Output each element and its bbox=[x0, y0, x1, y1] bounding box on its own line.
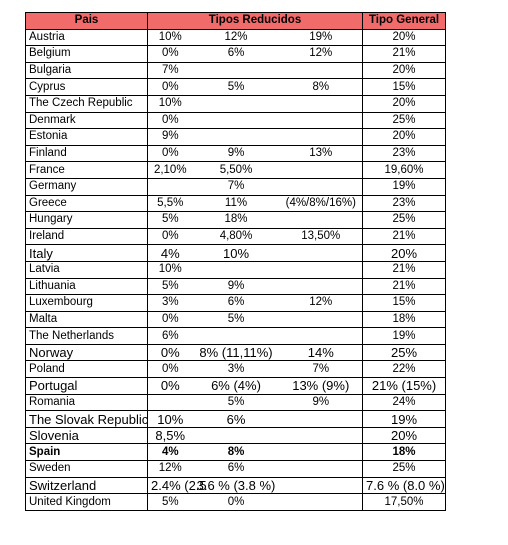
reduced-rate-1-cell: 0% bbox=[148, 311, 193, 328]
general-rate-cell: 18% bbox=[363, 444, 446, 461]
general-rate-cell: 25% bbox=[363, 344, 446, 361]
country-cell: Cyprus bbox=[26, 79, 148, 96]
table-row bbox=[26, 477, 446, 494]
general-rate-cell: 21% bbox=[363, 261, 446, 278]
reduced-rate-2-cell bbox=[193, 261, 280, 278]
reduced-rate-1-cell: 9% bbox=[148, 129, 193, 146]
reduced-rate-3-cell bbox=[280, 328, 363, 345]
reduced-rate-1-cell: 0% bbox=[148, 361, 193, 378]
reduced-rate-2-cell: 5,50% bbox=[193, 162, 280, 179]
reduced-rate-1-cell: 10% bbox=[148, 29, 193, 46]
reduced-rate-3-cell bbox=[280, 261, 363, 278]
reduced-rate-3-cell: 12% bbox=[280, 295, 363, 312]
reduced-rate-3-cell bbox=[280, 162, 363, 179]
reduced-rate-1-cell: 5% bbox=[148, 212, 193, 229]
table-row bbox=[26, 344, 446, 361]
general-rate-cell: 20% bbox=[363, 427, 446, 444]
table-row bbox=[26, 461, 446, 478]
reduced-rate-2-cell: 4,80% bbox=[193, 228, 280, 245]
country-cell: Switzerland bbox=[26, 477, 148, 494]
table-row bbox=[26, 494, 446, 511]
header-tipos-reducidos: Tipos Reducidos bbox=[148, 13, 363, 30]
general-rate-cell: 19,60% bbox=[363, 162, 446, 179]
country-cell: Belgium bbox=[26, 46, 148, 63]
general-rate-cell: 21% bbox=[363, 278, 446, 295]
country-cell: France bbox=[26, 162, 148, 179]
reduced-rate-2-cell: 10% bbox=[193, 245, 280, 262]
general-rate-cell: 19% bbox=[363, 328, 446, 345]
reduced-rate-3-cell: (4%/8%/16%) bbox=[280, 195, 363, 212]
header-pais: Pais bbox=[26, 13, 148, 30]
table-row bbox=[26, 46, 446, 63]
table-row bbox=[26, 145, 446, 162]
table-row bbox=[26, 112, 446, 129]
reduced-rate-2-cell: 6% bbox=[193, 295, 280, 312]
general-rate-cell: 25% bbox=[363, 212, 446, 229]
reduced-rate-3-cell bbox=[280, 411, 363, 428]
reduced-rate-2-cell: 3% bbox=[193, 361, 280, 378]
reduced-rate-3-cell: 14% bbox=[280, 344, 363, 361]
reduced-rate-1-cell: 0% bbox=[148, 79, 193, 96]
reduced-rate-3-cell bbox=[280, 112, 363, 129]
table-row bbox=[26, 378, 446, 395]
reduced-rate-2-cell: 8% (11,11%) bbox=[193, 344, 280, 361]
table-row bbox=[26, 411, 446, 428]
table-body bbox=[26, 29, 446, 510]
reduced-rate-3-cell: 19% bbox=[280, 29, 363, 46]
reduced-rate-1-cell: 0% bbox=[148, 344, 193, 361]
reduced-rate-2-cell: 6% bbox=[193, 461, 280, 478]
country-cell: Bulgaria bbox=[26, 62, 148, 79]
reduced-rate-1-cell: 2,10% bbox=[148, 162, 193, 179]
reduced-rate-3-cell: 9% bbox=[280, 394, 363, 411]
reduced-rate-1-cell: 12% bbox=[148, 461, 193, 478]
reduced-rate-2-cell: 5% bbox=[193, 311, 280, 328]
reduced-rate-2-cell bbox=[193, 95, 280, 112]
table-row bbox=[26, 278, 446, 295]
country-cell: The Netherlands bbox=[26, 328, 148, 345]
reduced-rate-2-cell: 5% bbox=[193, 394, 280, 411]
reduced-rate-1-cell bbox=[148, 178, 193, 195]
table-row bbox=[26, 62, 446, 79]
table-row bbox=[26, 261, 446, 278]
general-rate-cell: 20% bbox=[363, 245, 446, 262]
reduced-rate-3-cell bbox=[280, 245, 363, 262]
reduced-rate-2-cell: 18% bbox=[193, 212, 280, 229]
reduced-rate-2-cell: 9% bbox=[193, 278, 280, 295]
general-rate-cell: 20% bbox=[363, 95, 446, 112]
general-rate-cell: 21% bbox=[363, 46, 446, 63]
reduced-rate-2-cell: 5% bbox=[193, 79, 280, 96]
country-cell: Romania bbox=[26, 394, 148, 411]
reduced-rate-2-cell: 7% bbox=[193, 178, 280, 195]
country-cell: United Kingdom bbox=[26, 494, 148, 511]
reduced-rate-2-cell: 8% bbox=[193, 444, 280, 461]
table-row bbox=[26, 129, 446, 146]
reduced-rate-1-cell: 0% bbox=[148, 228, 193, 245]
table-row bbox=[26, 79, 446, 96]
reduced-rate-2-cell bbox=[193, 328, 280, 345]
table-row bbox=[26, 195, 446, 212]
reduced-rate-2-cell bbox=[193, 62, 280, 79]
header-tipo-general: Tipo General bbox=[363, 13, 446, 30]
country-cell: Poland bbox=[26, 361, 148, 378]
country-cell: Malta bbox=[26, 311, 148, 328]
table-row bbox=[26, 178, 446, 195]
reduced-rate-3-cell: 13% (9%) bbox=[280, 378, 363, 395]
reduced-rate-3-cell: 8% bbox=[280, 79, 363, 96]
table-row bbox=[26, 95, 446, 112]
reduced-rate-2-cell: 11% bbox=[193, 195, 280, 212]
general-rate-cell: 19% bbox=[363, 178, 446, 195]
country-cell: Lithuania bbox=[26, 278, 148, 295]
table-row bbox=[26, 311, 446, 328]
country-cell: Spain bbox=[26, 444, 148, 461]
country-cell: The Slovak Republic bbox=[26, 411, 148, 428]
country-cell: Hungary bbox=[26, 212, 148, 229]
reduced-rate-1-cell: 0% bbox=[148, 378, 193, 395]
reduced-rate-3-cell bbox=[280, 129, 363, 146]
general-rate-cell: 21% (15%) bbox=[363, 378, 446, 395]
table-row bbox=[26, 328, 446, 345]
country-cell: Finland bbox=[26, 145, 148, 162]
reduced-rate-3-cell bbox=[280, 311, 363, 328]
reduced-rate-1-cell: 5% bbox=[148, 278, 193, 295]
reduced-rate-3-cell bbox=[280, 444, 363, 461]
reduced-rate-2-cell bbox=[193, 427, 280, 444]
general-rate-cell: 22% bbox=[363, 361, 446, 378]
table-row bbox=[26, 245, 446, 262]
reduced-rate-2-cell: 6% bbox=[193, 46, 280, 63]
header-row bbox=[26, 13, 446, 30]
country-cell: Norway bbox=[26, 344, 148, 361]
reduced-rate-2-cell: 6% bbox=[193, 411, 280, 428]
reduced-rate-3-cell bbox=[280, 178, 363, 195]
general-rate-cell: 19% bbox=[363, 411, 446, 428]
reduced-rate-3-cell bbox=[280, 212, 363, 229]
reduced-rate-1-cell bbox=[148, 394, 193, 411]
reduced-rate-1-cell: 2.4% (2.5 bbox=[148, 477, 193, 494]
general-rate-cell: 20% bbox=[363, 29, 446, 46]
table-row bbox=[26, 394, 446, 411]
country-cell: Italy bbox=[26, 245, 148, 262]
general-rate-cell: 24% bbox=[363, 394, 446, 411]
reduced-rate-3-cell: 12% bbox=[280, 46, 363, 63]
reduced-rate-2-cell: 0% bbox=[193, 494, 280, 511]
reduced-rate-3-cell bbox=[280, 494, 363, 511]
reduced-rate-2-cell bbox=[193, 129, 280, 146]
general-rate-cell: 15% bbox=[363, 295, 446, 312]
general-rate-cell: 7.6 % (8.0 %) bbox=[363, 477, 446, 494]
country-cell: Luxembourg bbox=[26, 295, 148, 312]
table-row bbox=[26, 162, 446, 179]
reduced-rate-2-cell: 3.6 % (3.8 %) bbox=[193, 477, 280, 494]
reduced-rate-3-cell bbox=[280, 461, 363, 478]
reduced-rate-3-cell bbox=[280, 477, 363, 494]
country-cell: Latvia bbox=[26, 261, 148, 278]
general-rate-cell: 25% bbox=[363, 112, 446, 129]
reduced-rate-1-cell: 10% bbox=[148, 261, 193, 278]
country-cell: Denmark bbox=[26, 112, 148, 129]
reduced-rate-1-cell: 10% bbox=[148, 411, 193, 428]
vat-rates-table bbox=[25, 12, 446, 511]
general-rate-cell: 17,50% bbox=[363, 494, 446, 511]
general-rate-cell: 20% bbox=[363, 129, 446, 146]
country-cell: Austria bbox=[26, 29, 148, 46]
country-cell: Sweden bbox=[26, 461, 148, 478]
country-cell: Germany bbox=[26, 178, 148, 195]
table-row bbox=[26, 228, 446, 245]
table-row bbox=[26, 29, 446, 46]
table-row bbox=[26, 295, 446, 312]
general-rate-cell: 23% bbox=[363, 195, 446, 212]
reduced-rate-3-cell: 13% bbox=[280, 145, 363, 162]
reduced-rate-3-cell bbox=[280, 62, 363, 79]
country-cell: Portugal bbox=[26, 378, 148, 395]
general-rate-cell: 25% bbox=[363, 461, 446, 478]
general-rate-cell: 20% bbox=[363, 62, 446, 79]
general-rate-cell: 18% bbox=[363, 311, 446, 328]
reduced-rate-2-cell: 9% bbox=[193, 145, 280, 162]
table-row bbox=[26, 444, 446, 461]
reduced-rate-3-cell bbox=[280, 427, 363, 444]
table-row bbox=[26, 212, 446, 229]
general-rate-cell: 15% bbox=[363, 79, 446, 96]
reduced-rate-2-cell bbox=[193, 112, 280, 129]
reduced-rate-1-cell: 6% bbox=[148, 328, 193, 345]
reduced-rate-2-cell: 6% (4%) bbox=[193, 378, 280, 395]
country-cell: Slovenia bbox=[26, 427, 148, 444]
reduced-rate-1-cell: 0% bbox=[148, 112, 193, 129]
reduced-rate-3-cell bbox=[280, 278, 363, 295]
general-rate-cell: 21% bbox=[363, 228, 446, 245]
reduced-rate-3-cell bbox=[280, 95, 363, 112]
reduced-rate-1-cell: 4% bbox=[148, 245, 193, 262]
reduced-rate-1-cell: 7% bbox=[148, 62, 193, 79]
reduced-rate-1-cell: 5% bbox=[148, 494, 193, 511]
reduced-rate-1-cell: 0% bbox=[148, 46, 193, 63]
country-cell: Greece bbox=[26, 195, 148, 212]
table-row bbox=[26, 361, 446, 378]
general-rate-cell: 23% bbox=[363, 145, 446, 162]
reduced-rate-1-cell: 3% bbox=[148, 295, 193, 312]
reduced-rate-3-cell: 7% bbox=[280, 361, 363, 378]
reduced-rate-1-cell: 5,5% bbox=[148, 195, 193, 212]
reduced-rate-1-cell: 0% bbox=[148, 145, 193, 162]
reduced-rate-1-cell: 8,5% bbox=[148, 427, 193, 444]
country-cell: Estonia bbox=[26, 129, 148, 146]
country-cell: The Czech Republic bbox=[26, 95, 148, 112]
reduced-rate-2-cell: 12% bbox=[193, 29, 280, 46]
reduced-rate-3-cell: 13,50% bbox=[280, 228, 363, 245]
reduced-rate-1-cell: 4% bbox=[148, 444, 193, 461]
reduced-rate-1-cell: 10% bbox=[148, 95, 193, 112]
table-row bbox=[26, 427, 446, 444]
country-cell: Ireland bbox=[26, 228, 148, 245]
